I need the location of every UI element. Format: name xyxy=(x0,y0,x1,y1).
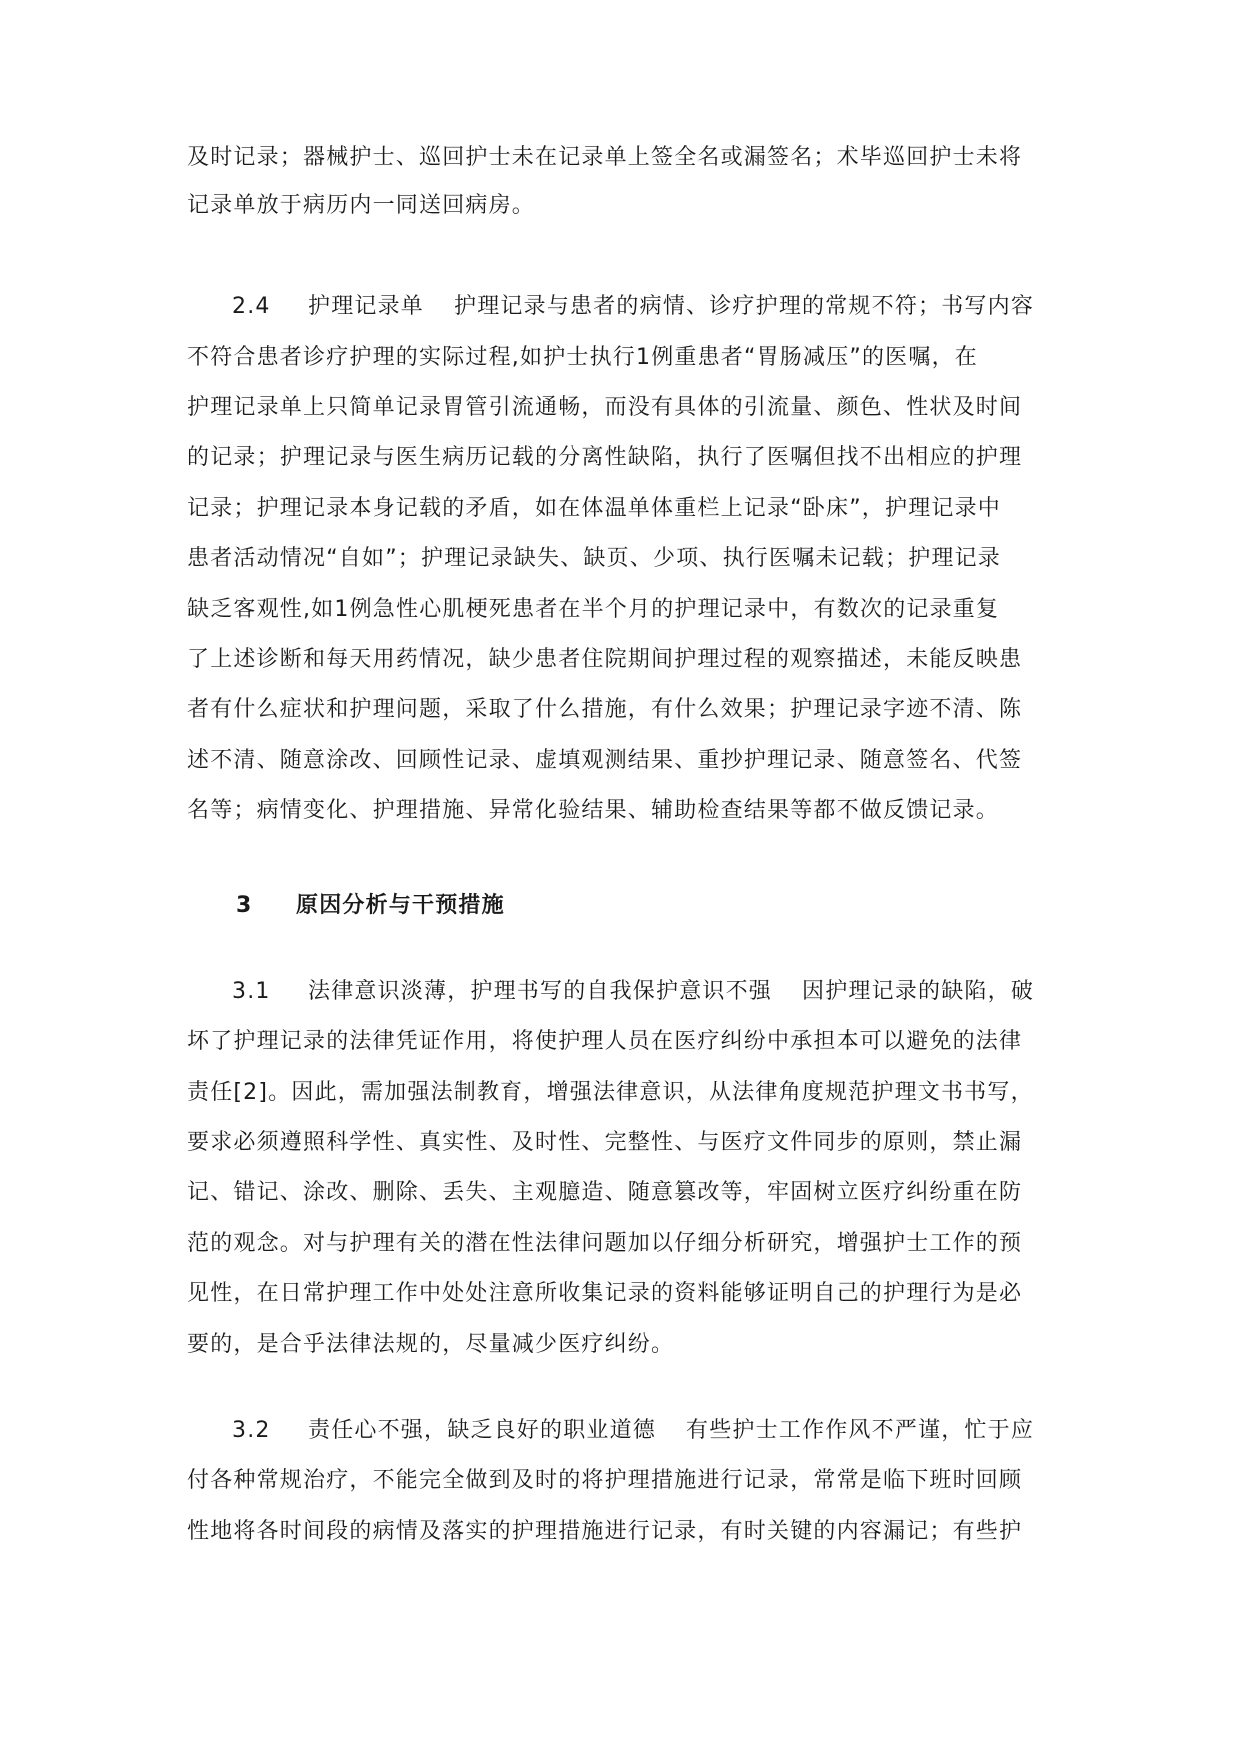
subsection-number: 3.2 xyxy=(232,1418,271,1443)
paragraph-line: 记录；护理记录本身记载的矛盾，如在体温单体重栏上记录“卧床”，护理记录中 xyxy=(187,496,1001,521)
subsection-title: 法律意识淡薄，护理书写的自我保护意识不强 xyxy=(308,979,773,1004)
paragraph-line: 记录单放于病历内一同送回病房。 xyxy=(187,193,536,218)
paragraph-line: 性地将各时间段的病情及落实的护理措施进行记录，有时关键的内容漏记；有些护 xyxy=(187,1519,1023,1544)
paragraph-line: 有些护士工作作风不严谨，忙于应 xyxy=(686,1418,1035,1443)
paragraph-line: 者有什么症状和护理问题，采取了什么措施，有什么效果；护理记录字迹不清、陈 xyxy=(187,697,1023,722)
subsection-number: 3.1 xyxy=(232,979,271,1004)
paragraph-line: 因护理记录的缺陷，破 xyxy=(802,979,1035,1004)
paragraph-line: 患者活动情况“自如”；护理记录缺失、缺页、少项、执行医嘱未记载；护理记录 xyxy=(187,546,1001,571)
paragraph-line: 要的，是合乎法律法规的，尽量减少医疗纠纷。 xyxy=(187,1332,675,1357)
section-title: 原因分析与干预措施 xyxy=(296,893,505,918)
paragraph-line: 付各种常规治疗，不能完全做到及时的将护理措施进行记录，常常是临下班时回顾 xyxy=(187,1468,1023,1493)
paragraph-line: 护理记录单上只简单记录胃管引流通畅，而没有具体的引流量、颜色、性状及时间 xyxy=(187,395,1023,420)
paragraph-line: 护理记录与患者的病情、诊疗护理的常规不符；书写内容 xyxy=(454,294,1035,319)
paragraph-line: 了上述诊断和每天用药情况，缺少患者住院期间护理过程的观察描述，未能反映患 xyxy=(187,647,1023,672)
paragraph-line: 范的观念。对与护理有关的潜在性法律问题加以仔细分析研究，增强护士工作的预 xyxy=(187,1231,1023,1256)
subsection-3-1-first-line xyxy=(232,977,1034,1007)
paragraph-line: 名等；病情变化、护理措施、异常化验结果、辅助检查结果等都不做反馈记录。 xyxy=(187,798,1000,823)
paragraph-line: 见性，在日常护理工作中处处注意所收集记录的资料能够证明自己的护理行为是必 xyxy=(187,1281,1023,1306)
paragraph-line: 述不清、随意涂改、回顾性记录、虚填观测结果、重抄护理记录、随意签名、代签 xyxy=(187,748,1023,773)
paragraph-line: 的记录；护理记录与医生病历记载的分离性缺陷，执行了医嘱但找不出相应的护理 xyxy=(187,445,1023,470)
subsection-title: 护理记录单 xyxy=(308,294,425,319)
paragraph-line: 缺乏客观性,如1例急性心肌梗死患者在半个月的护理记录中，有数次的记录重复 xyxy=(187,597,1000,622)
paragraph-line: 要求必须遵照科学性、真实性、及时性、完整性、与医疗文件同步的原则，禁止漏 xyxy=(187,1130,1023,1155)
subsection-title: 责任心不强，缺乏良好的职业道德 xyxy=(308,1418,657,1443)
paragraph-line: 责任[2]。因此，需加强法制教育，增强法律意识，从法律角度规范护理文书书写， xyxy=(187,1080,1034,1105)
paragraph-line: 不符合患者诊疗护理的实际过程,如护士执行1例重患者“胃肠减压”的医嘱，在 xyxy=(187,345,978,370)
paragraph-line: 及时记录；器械护士、巡回护士未在记录单上签全名或漏签名；术毕巡回护士未将 xyxy=(187,145,1023,170)
subsection-number: 2.4 xyxy=(232,294,271,319)
paragraph-line: 坏了护理记录的法律凭证作用，将使护理人员在医疗纠纷中承担本可以避免的法律 xyxy=(187,1029,1023,1054)
paragraph-line: 记、错记、涂改、删除、丢失、主观臆造、随意篡改等，牢固树立医疗纠纷重在防 xyxy=(187,1180,1023,1205)
subsection-2-4-first-line xyxy=(232,292,1034,322)
section-heading xyxy=(236,891,505,921)
section-number: 3 xyxy=(236,893,253,918)
subsection-3-2-first-line xyxy=(232,1416,1034,1446)
